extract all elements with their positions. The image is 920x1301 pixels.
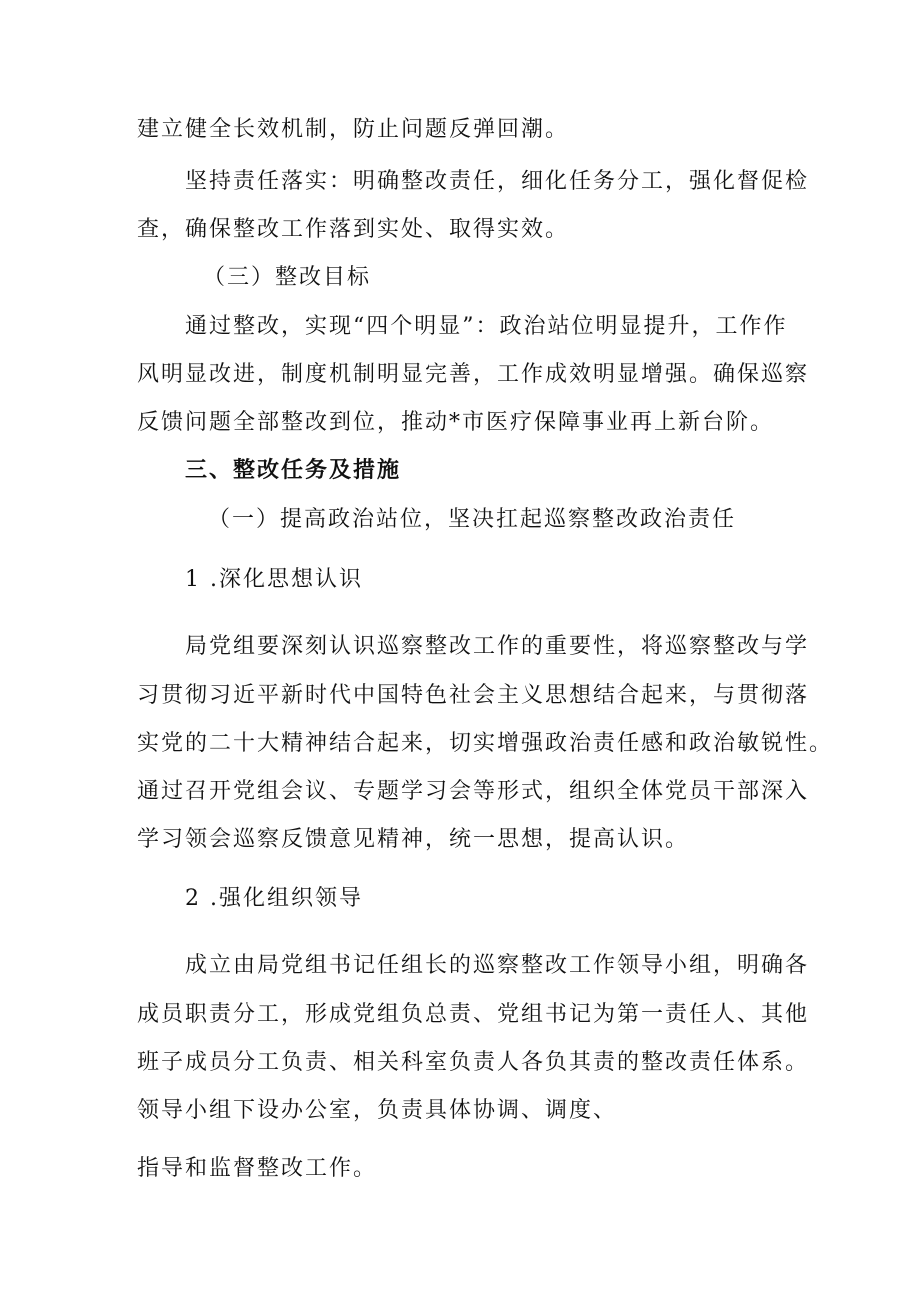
paragraph-mechanism-line-1: 建立健全长效机制，防止问题反弹回潮。 — [137, 117, 570, 142]
paragraph-item2-line-3: 班子成员分工负责、相关科室负责人各负其责的整改责任体系。 — [137, 1050, 810, 1075]
paragraph-item1-line-1: 局党组要深刻认识巡察整改工作的重要性，将巡察整改与学 — [185, 634, 810, 659]
paragraph-goal-line-1: 通过整改，实现“四个明显”：政治站位明显提升，工作作 — [185, 314, 788, 339]
paragraph-responsibility-line-1: 坚持责任落实：明确整改责任，细化任务分工，强化督促检 — [185, 169, 810, 194]
paragraph-goal-line-2: 风明显改进，制度机制明显完善，工作成效明显增强。确保巡察 — [137, 362, 810, 387]
heading-item-2: 2 .强化组织领导 — [185, 886, 363, 911]
paragraph-goal-line-3: 反馈问题全部整改到位，推动*市医疗保障事业再上新台阶。 — [137, 410, 775, 435]
paragraph-item1-line-5: 学习领会巡察反馈意见精神，统一思想，提高认识。 — [137, 827, 690, 852]
heading-goal: （三）整改目标 — [203, 265, 372, 290]
paragraph-item2-line-5: 指导和监督整改工作。 — [137, 1156, 378, 1181]
paragraph-item1-line-4: 通过召开党组会议、专题学习会等形式，组织全体党员干部深入 — [137, 779, 810, 804]
heading-item-1: 1 .深化思想认识 — [185, 567, 363, 592]
heading-section-3: 三、整改任务及措施 — [185, 458, 402, 483]
paragraph-item1-line-2: 习贯彻习近平新时代中国特色社会主义思想结合起来，与贯彻落 — [137, 683, 810, 708]
paragraph-responsibility-line-2: 查，确保整改工作落到实处、取得实效。 — [137, 217, 570, 242]
paragraph-item2-line-2: 成员职责分工，形成党组负总责、党组书记为第一责任人、其他 — [137, 1002, 810, 1027]
paragraph-item1-line-3: 实党的二十大精神结合起来，切实增强政治责任感和政治敏锐性。 — [137, 731, 834, 756]
paragraph-item2-line-4: 领导小组下设办公室，负责具体协调、调度、 — [137, 1098, 618, 1123]
paragraph-item2-line-1: 成立由局党组书记任组长的巡察整改工作领导小组，明确各 — [185, 953, 810, 978]
heading-subsection-1: （一）提高政治站位，坚决扛起巡察整改政治责任 — [208, 507, 737, 532]
